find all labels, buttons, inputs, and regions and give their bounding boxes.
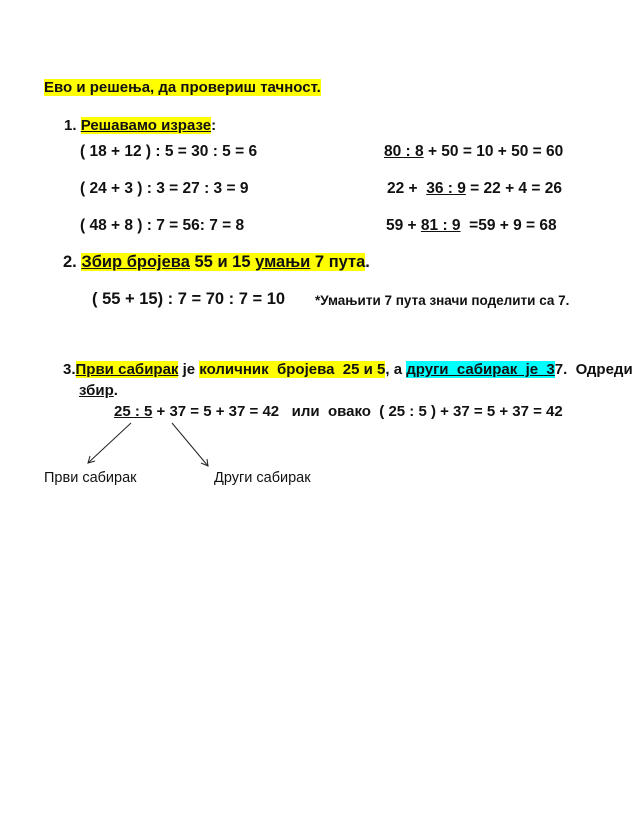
section2-decrease: умањи	[255, 253, 311, 271]
section3-first-addend: Први сабирак	[75, 361, 179, 378]
section3-solution-underlined: 25 : 5	[114, 403, 153, 420]
section3-find: 7. Одреди	[554, 361, 633, 378]
label-second-addend: Други сабирак	[214, 470, 311, 486]
section2-note: *Умањити 7 пута значи поделити са 7.	[315, 293, 570, 308]
expression-left-2: ( 24 + 3 ) : 3 = 27 : 3 = 9	[80, 180, 249, 197]
section2-sum-of-numbers: Збир бројева	[81, 253, 190, 271]
expression-right-3-pre: 59 +	[386, 217, 421, 234]
section3-sum: збир	[79, 382, 114, 399]
section3-period: .	[113, 382, 118, 399]
arrow-first-addend	[88, 423, 131, 463]
expression-right-2-rest: = 22 + 4 = 26	[465, 180, 562, 197]
arrow-second-addend	[172, 423, 208, 466]
heading-text: Ево и решења, да провериш тачност.	[44, 79, 321, 96]
expression-right-3-underlined: 81 : 9	[420, 217, 461, 234]
section3-solution-rest: + 37 = 5 + 37 = 42 или овако ( 25 : 5 ) + 37 = 5 + 37 = 42	[152, 403, 563, 420]
expression-left-1: ( 18 + 12 ) : 5 = 30 : 5 = 6	[80, 143, 258, 160]
section2-period: .	[365, 253, 370, 271]
expression-right-2-underlined: 36 : 9	[426, 180, 466, 197]
section2-solution: ( 55 + 15) : 7 = 70 : 7 = 10	[92, 290, 286, 308]
section3-number: 3.	[63, 361, 76, 378]
expression-right-2-pre: 22 +	[387, 180, 427, 197]
section2-numbers: 55 и 15	[189, 253, 256, 271]
section2-number: 2.	[63, 253, 77, 271]
expression-right-3-rest: =59 + 9 = 68	[460, 217, 557, 234]
section3-and: , а	[385, 361, 407, 378]
expression-left-3: ( 48 + 8 ) : 7 = 56: 7 = 8	[80, 217, 245, 234]
label-first-addend: Први сабирак	[44, 470, 137, 486]
section2-times: 7 пута	[310, 253, 366, 271]
expression-right-1-rest: + 50 = 10 + 50 = 60	[423, 143, 564, 160]
section3-quotient: количник бројева 25 и 5	[199, 361, 386, 378]
section3-is: је	[178, 361, 200, 378]
section1-title-text: Решавамо изразе	[80, 117, 212, 134]
expression-right-1-underlined: 80 : 8	[384, 143, 424, 160]
section3-second-addend: други сабирак је 3	[406, 361, 555, 378]
section1-number: 1.	[64, 117, 77, 134]
section1-colon: :	[211, 117, 217, 134]
